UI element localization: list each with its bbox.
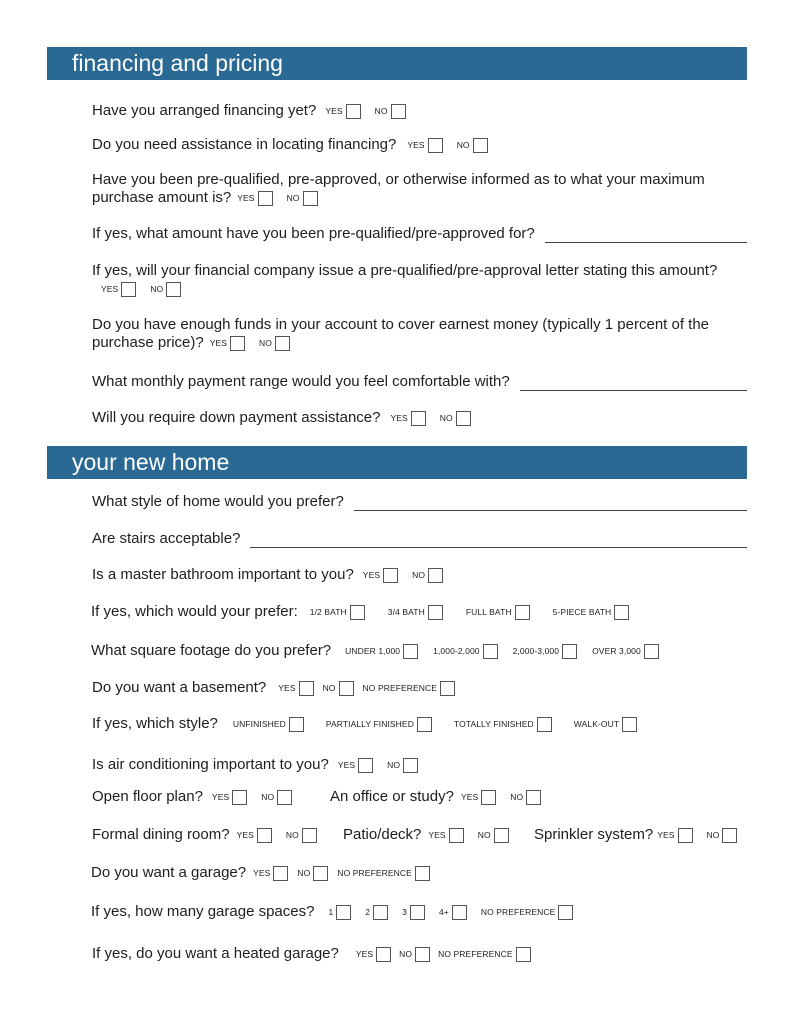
question [92,679,455,697]
question-text: If yes, do you want a heated garage? [92,945,339,962]
checkbox[interactable] [403,644,418,659]
option-over-3-000[interactable] [592,642,659,660]
question-text: Is air conditioning important to you? [92,756,329,773]
checkbox[interactable] [391,104,406,119]
checkbox[interactable] [411,411,426,426]
option-label: YES [355,949,374,960]
question-text: If yes, will your financial company issue a pre-qualified/pre-approval letter stating this amount? [92,262,718,279]
option-yes[interactable] [461,788,496,806]
checkbox[interactable] [722,828,737,843]
checkbox[interactable] [440,681,455,696]
option-label: NO [477,830,491,841]
checkbox[interactable] [410,905,425,920]
checkbox[interactable] [339,681,354,696]
checkbox[interactable] [678,828,693,843]
option-label: YES [237,193,255,204]
question [330,788,541,806]
option-no[interactable] [286,826,317,844]
option-no[interactable] [510,788,541,806]
option-label: NO [259,338,272,349]
checkbox[interactable] [275,336,290,351]
option-label: 1/2 BATH [309,607,347,618]
checkbox[interactable] [232,790,247,805]
option-yes[interactable] [428,826,463,844]
checkbox[interactable] [456,411,471,426]
checkbox[interactable] [481,790,496,805]
question-text: Are stairs acceptable? [92,530,241,547]
answer-line-input[interactable] [250,533,747,548]
checkbox[interactable] [257,828,272,843]
question [92,493,747,511]
option-no[interactable] [259,334,290,352]
option-label: YES [211,792,230,803]
option-yes[interactable] [237,826,272,844]
question [91,642,659,660]
option-under-1-000[interactable] [345,642,418,660]
option-1-000-2-000[interactable] [433,642,497,660]
question-text: Do you want a garage? [91,864,247,881]
option-partially-finished[interactable] [326,715,432,733]
option-label: NO [150,284,164,295]
checkbox[interactable] [417,717,432,732]
option-3-4-bath[interactable] [388,603,443,621]
option-label: YES [253,868,271,879]
checkbox[interactable] [415,947,430,962]
option-no[interactable] [707,826,738,844]
option-3[interactable] [402,903,425,921]
question [343,826,509,844]
question-text: What monthly payment range would you feel comfortable with? [92,373,510,390]
option-label: NO [439,413,453,424]
question-text: What style of home would you prefer? [92,493,344,510]
answer-line-input[interactable] [354,496,747,511]
option-yes[interactable] [390,409,425,427]
option-label: NO [261,792,275,803]
checkbox[interactable] [614,605,629,620]
checkbox[interactable] [515,605,530,620]
question-text: Is a master bathroom important to you? [92,566,354,583]
option-label: YES [337,760,356,771]
option-label: TOTALLY FINISHED [453,719,534,730]
option-label: NO PREFERENCE [337,868,412,879]
option-label: NO [456,140,470,151]
checkbox[interactable] [383,568,398,583]
option-label: NO PREFERENCE [438,949,513,960]
checkbox[interactable] [273,866,288,881]
option-label: WALK-OUT [573,719,620,730]
option-label: OVER 3,000 [592,646,641,657]
question-text: What square footage do you prefer? [91,642,332,659]
option-label: NO [285,830,299,841]
question-text: Have you arranged financing yet? [92,102,317,119]
checkbox[interactable] [537,717,552,732]
question [92,316,747,352]
option-label: 5-PIECE BATH [552,607,612,618]
option-yes[interactable] [363,566,398,584]
option-label: NO PREFERENCE [480,907,556,918]
question-text: Will you require down payment assistance? [92,409,381,426]
option-4-[interactable] [439,903,467,921]
question-text: If yes, what amount have you been pre-qualified/pre-approved for? [92,225,535,242]
option-label: YES [460,792,479,803]
checkbox[interactable] [303,191,318,206]
option-yes[interactable] [210,334,245,352]
option-label: 3/4 BATH [387,607,425,618]
option-no[interactable] [457,136,488,154]
option-no[interactable] [387,756,418,774]
question [91,903,573,921]
question [92,715,637,733]
question-text: If yes, which style? [92,715,218,732]
option-label: 3 [402,907,407,918]
option-no[interactable] [412,566,443,584]
checkbox[interactable] [121,282,136,297]
option-no[interactable] [287,189,318,207]
option-yes[interactable] [356,945,391,963]
question [91,864,430,882]
checkbox[interactable] [644,644,659,659]
option-no-preference[interactable] [363,679,456,697]
option-label: NO [412,570,426,581]
option-yes[interactable] [407,136,442,154]
checkbox[interactable] [403,758,418,773]
option-label: 4+ [438,907,449,918]
option-no[interactable] [323,679,354,697]
option-no-preference[interactable] [337,864,430,882]
checkbox[interactable] [336,905,351,920]
question-text: Do you have enough funds in your account to cover earnest money (typically 1 percent of the purchase price)? [92,316,710,351]
option-label: NO [286,193,300,204]
checkbox[interactable] [277,790,292,805]
checkbox[interactable] [373,905,388,920]
option-label: NO [399,949,413,960]
option-label: YES [325,106,343,117]
question [92,826,317,844]
question-text: An office or study? [330,788,454,805]
option-yes[interactable] [278,679,313,697]
checkbox[interactable] [376,947,391,962]
option-2-000-3-000[interactable] [513,642,577,660]
checkbox[interactable] [350,605,365,620]
option-label: NO [706,830,720,841]
option-yes[interactable] [101,280,136,298]
option-yes[interactable] [212,788,247,806]
checkbox[interactable] [230,336,245,351]
option-label: YES [101,284,119,295]
option-label: YES [362,570,381,581]
option-walk-out[interactable] [574,715,637,733]
option-yes[interactable] [338,756,373,774]
question [92,530,747,548]
checkbox[interactable] [428,605,443,620]
option-no[interactable] [150,280,181,298]
checkbox[interactable] [299,681,314,696]
question-text: Patio/deck? [343,826,422,843]
option-unfinished[interactable] [233,715,304,733]
question-text: Do you want a basement? [92,679,267,696]
option-no[interactable] [297,864,328,882]
answer-line-input[interactable] [520,376,747,391]
checkbox[interactable] [483,644,498,659]
checkbox[interactable] [449,828,464,843]
option-no[interactable] [440,409,471,427]
checkbox[interactable] [494,828,509,843]
option-label: YES [657,830,675,841]
checkbox[interactable] [302,828,317,843]
option-label: YES [209,338,228,349]
option-2[interactable] [365,903,388,921]
question [534,826,737,844]
option-label: YES [390,413,408,424]
option-label: NO [387,760,401,771]
checkbox[interactable] [428,568,443,583]
option-yes[interactable] [237,189,272,207]
checkbox[interactable] [526,790,541,805]
option-label: 2 [365,907,371,918]
option-label: NO PREFERENCE [362,683,438,694]
checkbox[interactable] [452,905,467,920]
question [92,945,531,963]
option-yes[interactable] [253,864,288,882]
option-label: UNFINISHED [232,719,286,730]
question [91,603,629,621]
section-header: financing and pricing [47,47,747,80]
checkbox[interactable] [313,866,328,881]
option-no-preference[interactable] [438,945,531,963]
option-totally-finished[interactable] [454,715,552,733]
option-no[interactable] [478,826,509,844]
question-text: Open floor plan? [92,788,203,805]
option-no[interactable] [375,102,406,120]
question [92,788,292,806]
question [92,225,747,243]
question-text: Do you need assistance in locating financing? [92,136,397,153]
checkbox[interactable] [415,866,430,881]
question-text: Formal dining room? [92,826,230,843]
option-label: NO [510,792,524,803]
option-label: UNDER 1,000 [345,646,401,657]
question [92,171,747,207]
checkbox[interactable] [258,191,273,206]
option-label: NO [297,868,311,879]
option-label: YES [278,683,296,694]
checkbox[interactable] [166,282,181,297]
option-no[interactable] [261,788,292,806]
option-yes[interactable] [657,826,692,844]
option-label: 1 [328,907,334,918]
option-5-piece-bath[interactable] [553,603,630,621]
answer-line-input[interactable] [545,228,747,243]
option-label: YES [236,830,254,841]
question [92,756,418,774]
option-label: PARTIALLY FINISHED [325,719,414,730]
question-text: Sprinkler system? [534,826,654,843]
checkbox[interactable] [358,758,373,773]
checkbox[interactable] [562,644,577,659]
option-1-2-bath[interactable] [310,603,365,621]
option-no-preference[interactable] [481,903,574,921]
option-label: YES [428,830,446,841]
option-label: NO [374,106,388,117]
question [92,373,747,391]
checkbox[interactable] [516,947,531,962]
option-label: 2,000-3,000 [512,646,560,657]
question-text: If yes, how many garage spaces? [91,903,315,920]
section-header: your new home [47,446,747,479]
option-label: NO [322,683,336,694]
option-no[interactable] [399,945,430,963]
checkbox[interactable] [558,905,573,920]
checkbox[interactable] [428,138,443,153]
question [92,409,471,427]
option-label: FULL BATH [465,607,512,618]
question [92,262,747,298]
question [92,136,488,154]
question [92,566,443,584]
option-1[interactable] [328,903,351,921]
option-label: YES [407,140,425,151]
checkbox[interactable] [622,717,637,732]
checkbox[interactable] [473,138,488,153]
checkbox[interactable] [346,104,361,119]
question [92,102,406,120]
question-text: If yes, which would your prefer: [91,603,298,620]
checkbox[interactable] [289,717,304,732]
option-yes[interactable] [325,102,360,120]
option-label: 1,000-2,000 [433,646,480,657]
option-full-bath[interactable] [466,603,530,621]
question-text: Have you been pre-qualified, pre-approved, or otherwise informed as to what your maximum purchase amount is? [92,171,705,206]
